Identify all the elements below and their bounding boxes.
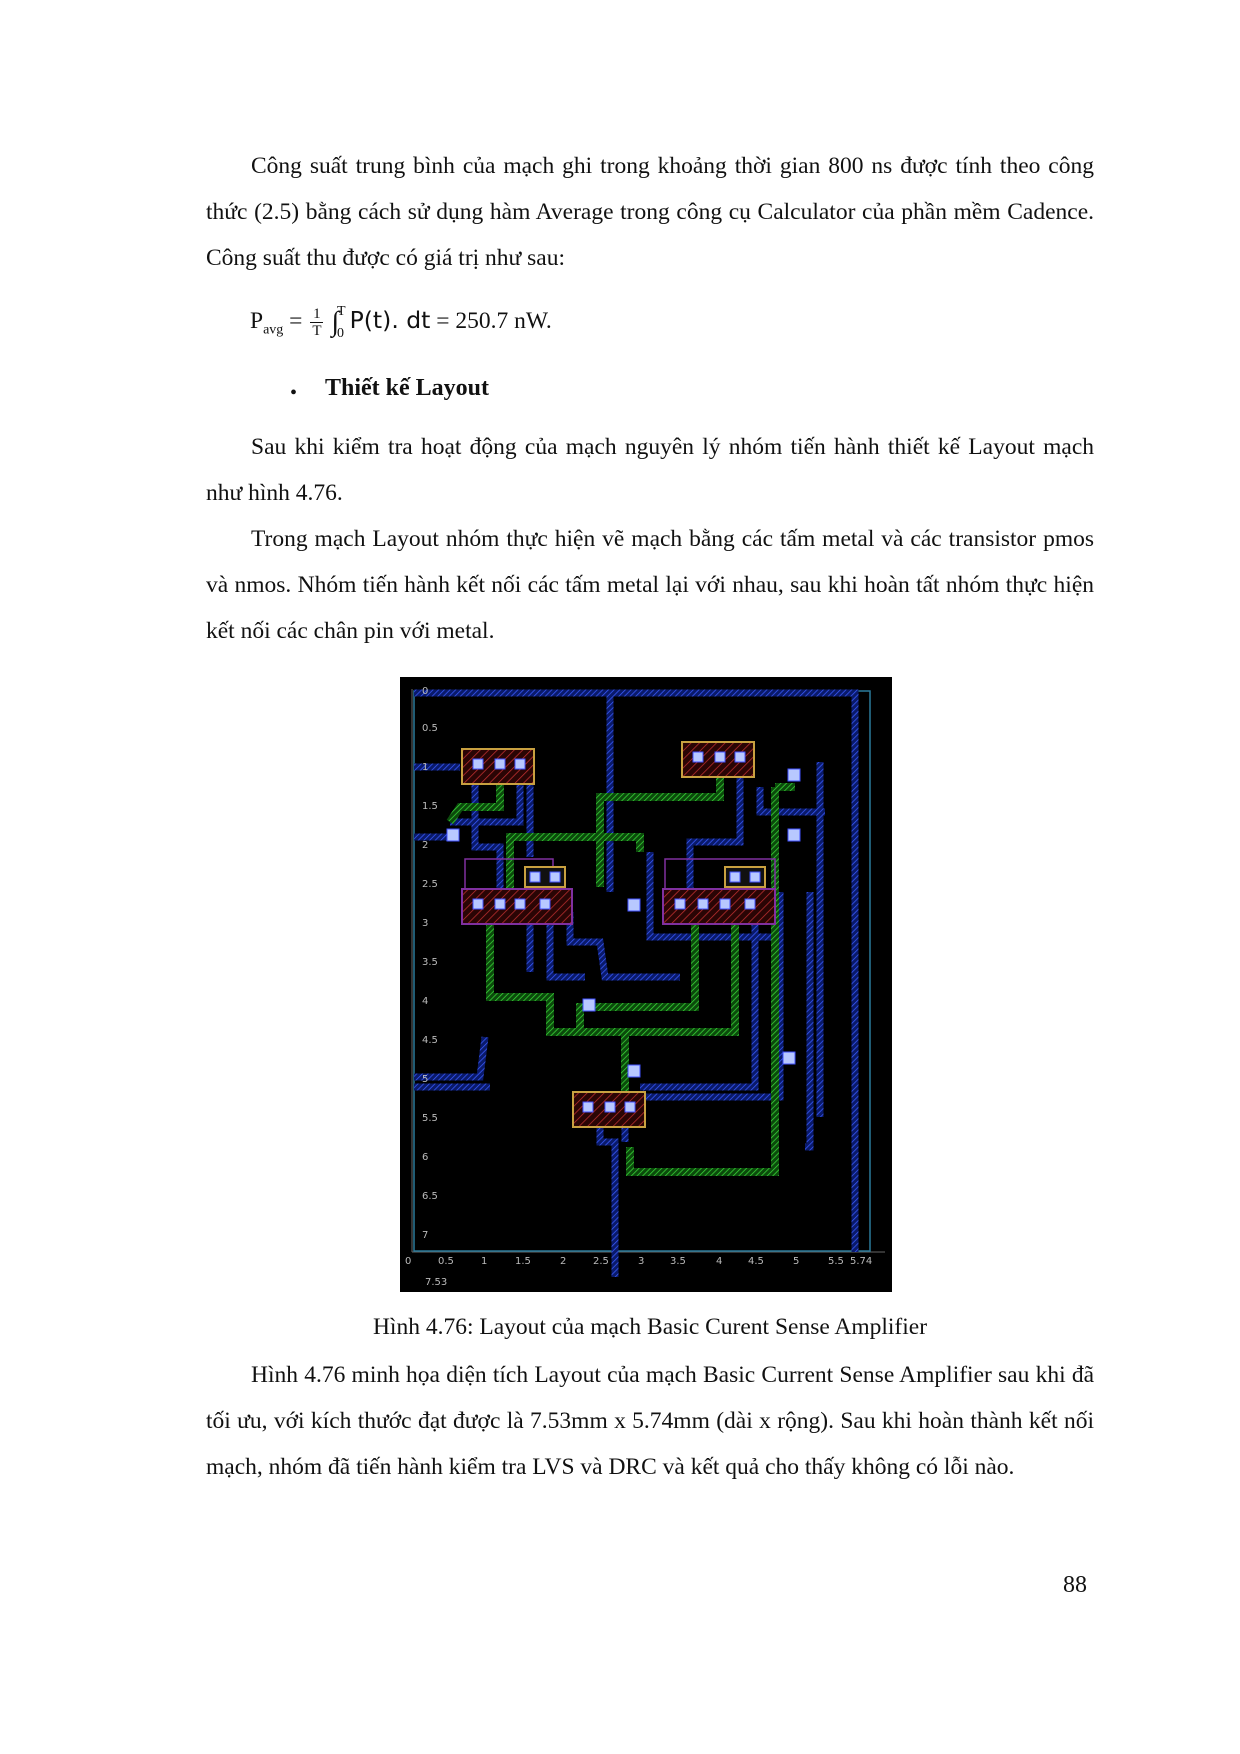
x-tick-3: 1.5 — [515, 1256, 531, 1267]
integral-sign: ∫ — [331, 306, 340, 338]
fraction-numerator: 1 — [310, 306, 323, 323]
paragraph-intro: Công suất trung bình của mạch ghi trong khoảng thời gian 800 ns được tính theo công thức (2.5) bằng cách sử dụng hàm Average trong công cụ Calculator của phần mềm Cadence. Công suất thu được có giá trị như sau: — [206, 153, 1094, 271]
y-tick-11: 5.5 — [422, 1113, 438, 1124]
formula-fraction — [310, 306, 323, 339]
power-formula — [250, 300, 552, 351]
y-tick-12: 6 — [422, 1152, 429, 1163]
x-tick-11: 5.5 — [828, 1256, 844, 1267]
figure-caption: Hình 4.76: Layout của mạch Basic Curent Sense Amplifier — [372, 1314, 928, 1340]
paragraph-layout-intro: Sau khi kiểm tra hoạt động của mạch nguyên lý nhóm tiến hành thiết kế Layout mạch như hình 4.76. — [206, 434, 1094, 506]
x-tick-5: 2.5 — [593, 1256, 609, 1267]
integral-lower: 0 — [337, 325, 345, 341]
x-tick-7: 3.5 — [670, 1256, 686, 1267]
x-tick-10: 5 — [793, 1256, 800, 1267]
y-tick-2: 1 — [422, 762, 429, 773]
formula-result: = 250.7 nW. — [430, 308, 552, 334]
x-tick-12: 5.74 — [850, 1256, 873, 1267]
x-tick-6: 3 — [638, 1256, 645, 1267]
y-tick-10: 5 — [422, 1074, 429, 1085]
y-tick-4: 2 — [422, 840, 429, 851]
y-tick-3: 1.5 — [422, 801, 438, 812]
y-tick-6: 3 — [422, 918, 429, 929]
corner-label: 7.53 — [425, 1277, 448, 1288]
formula-integrand: P(t). dt — [349, 306, 431, 334]
x-tick-8: 4 — [716, 1256, 723, 1267]
formula-lhs: P — [250, 308, 264, 334]
page-number: 88 — [1063, 1572, 1087, 1598]
formula-lhs-sub: avg — [263, 322, 284, 338]
layout-figure — [400, 677, 892, 1292]
integral-upper: T — [337, 303, 346, 319]
x-tick-4: 2 — [560, 1256, 567, 1267]
paragraph-layout-desc: Trong mạch Layout nhóm thực hiện vẽ mạch bằng các tấm metal và các transistor pmos và nmos. Nhóm tiến hành kết nối các tấm metal lại với nhau, sau khi hoàn tất nhóm thực hiện kết nối các chân pin với metal. — [206, 526, 1094, 644]
y-tick-7: 3.5 — [422, 957, 438, 968]
x-tick-0: 0 — [405, 1256, 412, 1267]
section-heading: Thiết kế Layout — [325, 375, 490, 401]
fraction-denominator: T — [312, 323, 322, 340]
y-tick-0: 0 — [422, 686, 429, 697]
x-tick-9: 4.5 — [748, 1256, 764, 1267]
x-tick-1: 0.5 — [438, 1256, 454, 1267]
y-tick-8: 4 — [422, 996, 429, 1007]
x-tick-2: 1 — [481, 1256, 488, 1267]
y-tick-1: 0.5 — [422, 723, 438, 734]
formula-equals: = — [283, 308, 309, 334]
y-tick-14: 7 — [422, 1230, 429, 1241]
y-tick-13: 6.5 — [422, 1191, 438, 1202]
paragraph-figure-desc: Hình 4.76 minh họa diện tích Layout của mạch Basic Current Sense Amplifier sau khi đã tối ưu, với kích thước đạt được là 7.53mm x 5.74mm (dài x rộng). Sau khi hoàn thành kết nối mạch, nhóm đã tiến hành kiểm tra LVS và DRC và kết quả cho thấy không có lỗi nào. — [206, 1362, 1094, 1480]
integral-limits — [337, 301, 346, 345]
layout-diagram — [400, 677, 892, 1292]
y-tick-5: 2.5 — [422, 879, 438, 890]
y-tick-9: 4.5 — [422, 1035, 438, 1046]
bullet-icon: • — [290, 382, 298, 404]
